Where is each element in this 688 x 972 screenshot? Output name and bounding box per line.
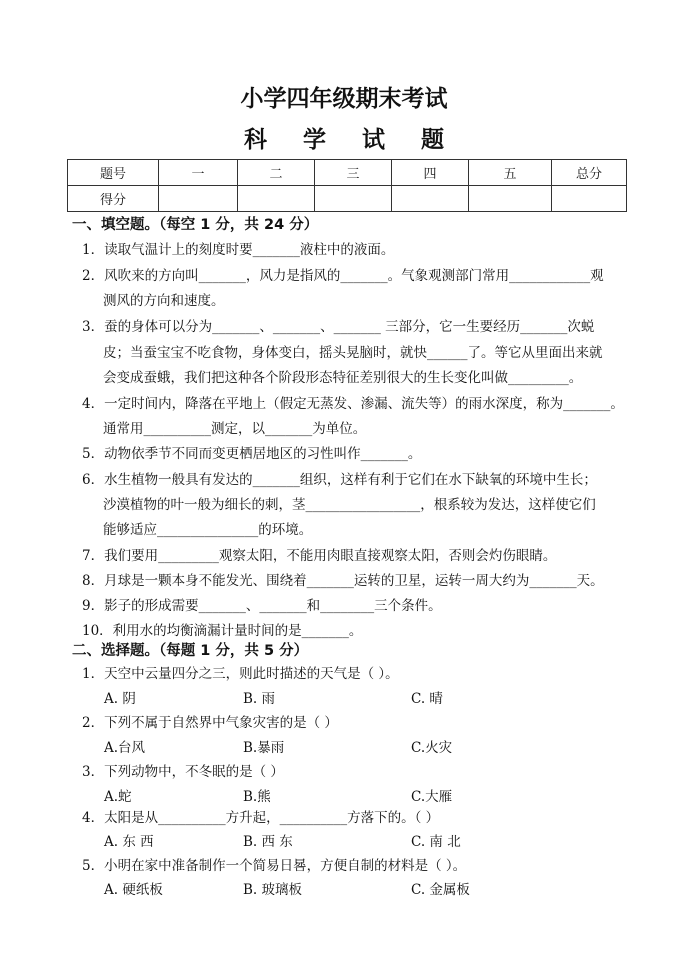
option-a[interactable]: A. 东 西 [104,834,154,850]
option-c[interactable]: C. 晴 [411,691,443,707]
option-b[interactable]: B.暴雨 [243,740,285,756]
question-line: 9．影子的形成需要_______、_______和________三个条件。 [82,598,442,614]
section2-heading: 二、选择题。（每题 1 分，共 5 分） [72,643,309,659]
question-line: 5．动物依季节不同而变更栖居地区的习性叫作_______。 [82,446,422,462]
question-line: 6．水生植物一般具有发达的_______组织，这样有利于它们在水下缺氧的环境中生长； [82,472,597,488]
score-header-cell: 四 [392,160,469,186]
score-header-cell: 一 [159,160,238,186]
exam-title: 小学四年级期末考试 [240,85,448,112]
score-header-cell: 总分 [552,160,627,186]
score-header-cell: 三 [315,160,392,186]
question-stem: 5．小明在家中准备制作一个简易日晷，方便自制的材料是（ ）。 [82,858,467,874]
question-line: 4．一定时间内，降落在平地上（假定无蒸发、渗漏、流失等）的雨水深度，称为_______。 [82,396,624,412]
score-header-cell: 题号 [68,160,159,186]
score-table [67,159,627,212]
score-header-cell: 五 [469,160,552,186]
question-stem: 4．太阳是从__________方升起，__________方落下的。（ ） [82,810,440,826]
option-a[interactable]: A. 阴 [104,691,136,707]
score-cell[interactable] [469,186,552,212]
question-line: 皮；当蚕宝宝不吃食物，身体变白，摇头晃脑时，就快______了。等它从里面出来就 [103,345,603,361]
question-line: 7．我们要用_________观察太阳，不能用肉眼直接观察太阳，否则会灼伤眼睛。 [82,548,557,564]
question-line: 通常用__________测定，以_______为单位。 [103,421,367,437]
score-cell[interactable] [159,186,238,212]
option-c[interactable]: C. 南 北 [411,834,461,850]
score-table-score-row [68,186,627,212]
score-cell[interactable] [315,186,392,212]
question-stem: 3．下列动物中，不冬眠的是（ ） [82,764,284,780]
option-b[interactable]: B.熊 [243,789,271,805]
option-a[interactable]: A. 硬纸板 [104,882,163,898]
option-a[interactable]: A.蛇 [104,789,132,805]
exam-subtitle: 科 学 试 题 [243,126,459,153]
question-line: 3．蚕的身体可以分为_______、_______、_______ 三部分，它一生要经历_______次蜕 [82,319,595,335]
question-stem: 2．下列不属于自然界中气象灾害的是（ ） [82,715,338,731]
option-b[interactable]: B. 玻璃板 [243,882,303,898]
option-b[interactable]: B. 西 东 [243,834,293,850]
question-line: 沙漠植物的叶一般为细长的刺，茎_________________，根系较为发达，这样使它们 [103,497,596,513]
section1-heading: 一、填空题。（每空 1 分，共 24 分） [72,217,319,233]
option-a[interactable]: A.台风 [104,740,146,756]
option-c[interactable]: C.火灾 [411,740,453,756]
score-cell[interactable] [552,186,627,212]
option-c[interactable]: C.大雁 [411,789,453,805]
question-line: 8．月球是一颗本身不能发光、围绕着_______运转的卫星，运转一周大约为_______天。 [82,573,604,589]
question-stem: 1．天空中云量四分之三，则此时描述的天气是（ ）。 [82,666,399,682]
score-table-header-row [68,160,627,186]
question-line: 测风的方向和速度。 [103,293,225,309]
question-line: 1．读取气温计上的刻度时要_______液柱中的液面。 [82,242,395,258]
question-line: 能够适应_______________的环境。 [103,522,313,538]
option-c[interactable]: C. 金属板 [411,882,470,898]
question-line: 2．风吹来的方向叫_______，风力是指风的_______。气象观测部门常用____________观 [82,268,604,284]
score-cell[interactable] [238,186,315,212]
question-line: 10．利用水的均衡滴漏计量时间的是_______。 [82,623,363,639]
question-line: 会变成蚕蛾，我们把这种各个阶段形态特征差别很大的生长变化叫做_________。 [103,370,583,386]
score-header-cell: 二 [238,160,315,186]
score-cell[interactable] [392,186,469,212]
score-row-label: 得分 [68,186,159,212]
option-b[interactable]: B. 雨 [243,691,276,707]
